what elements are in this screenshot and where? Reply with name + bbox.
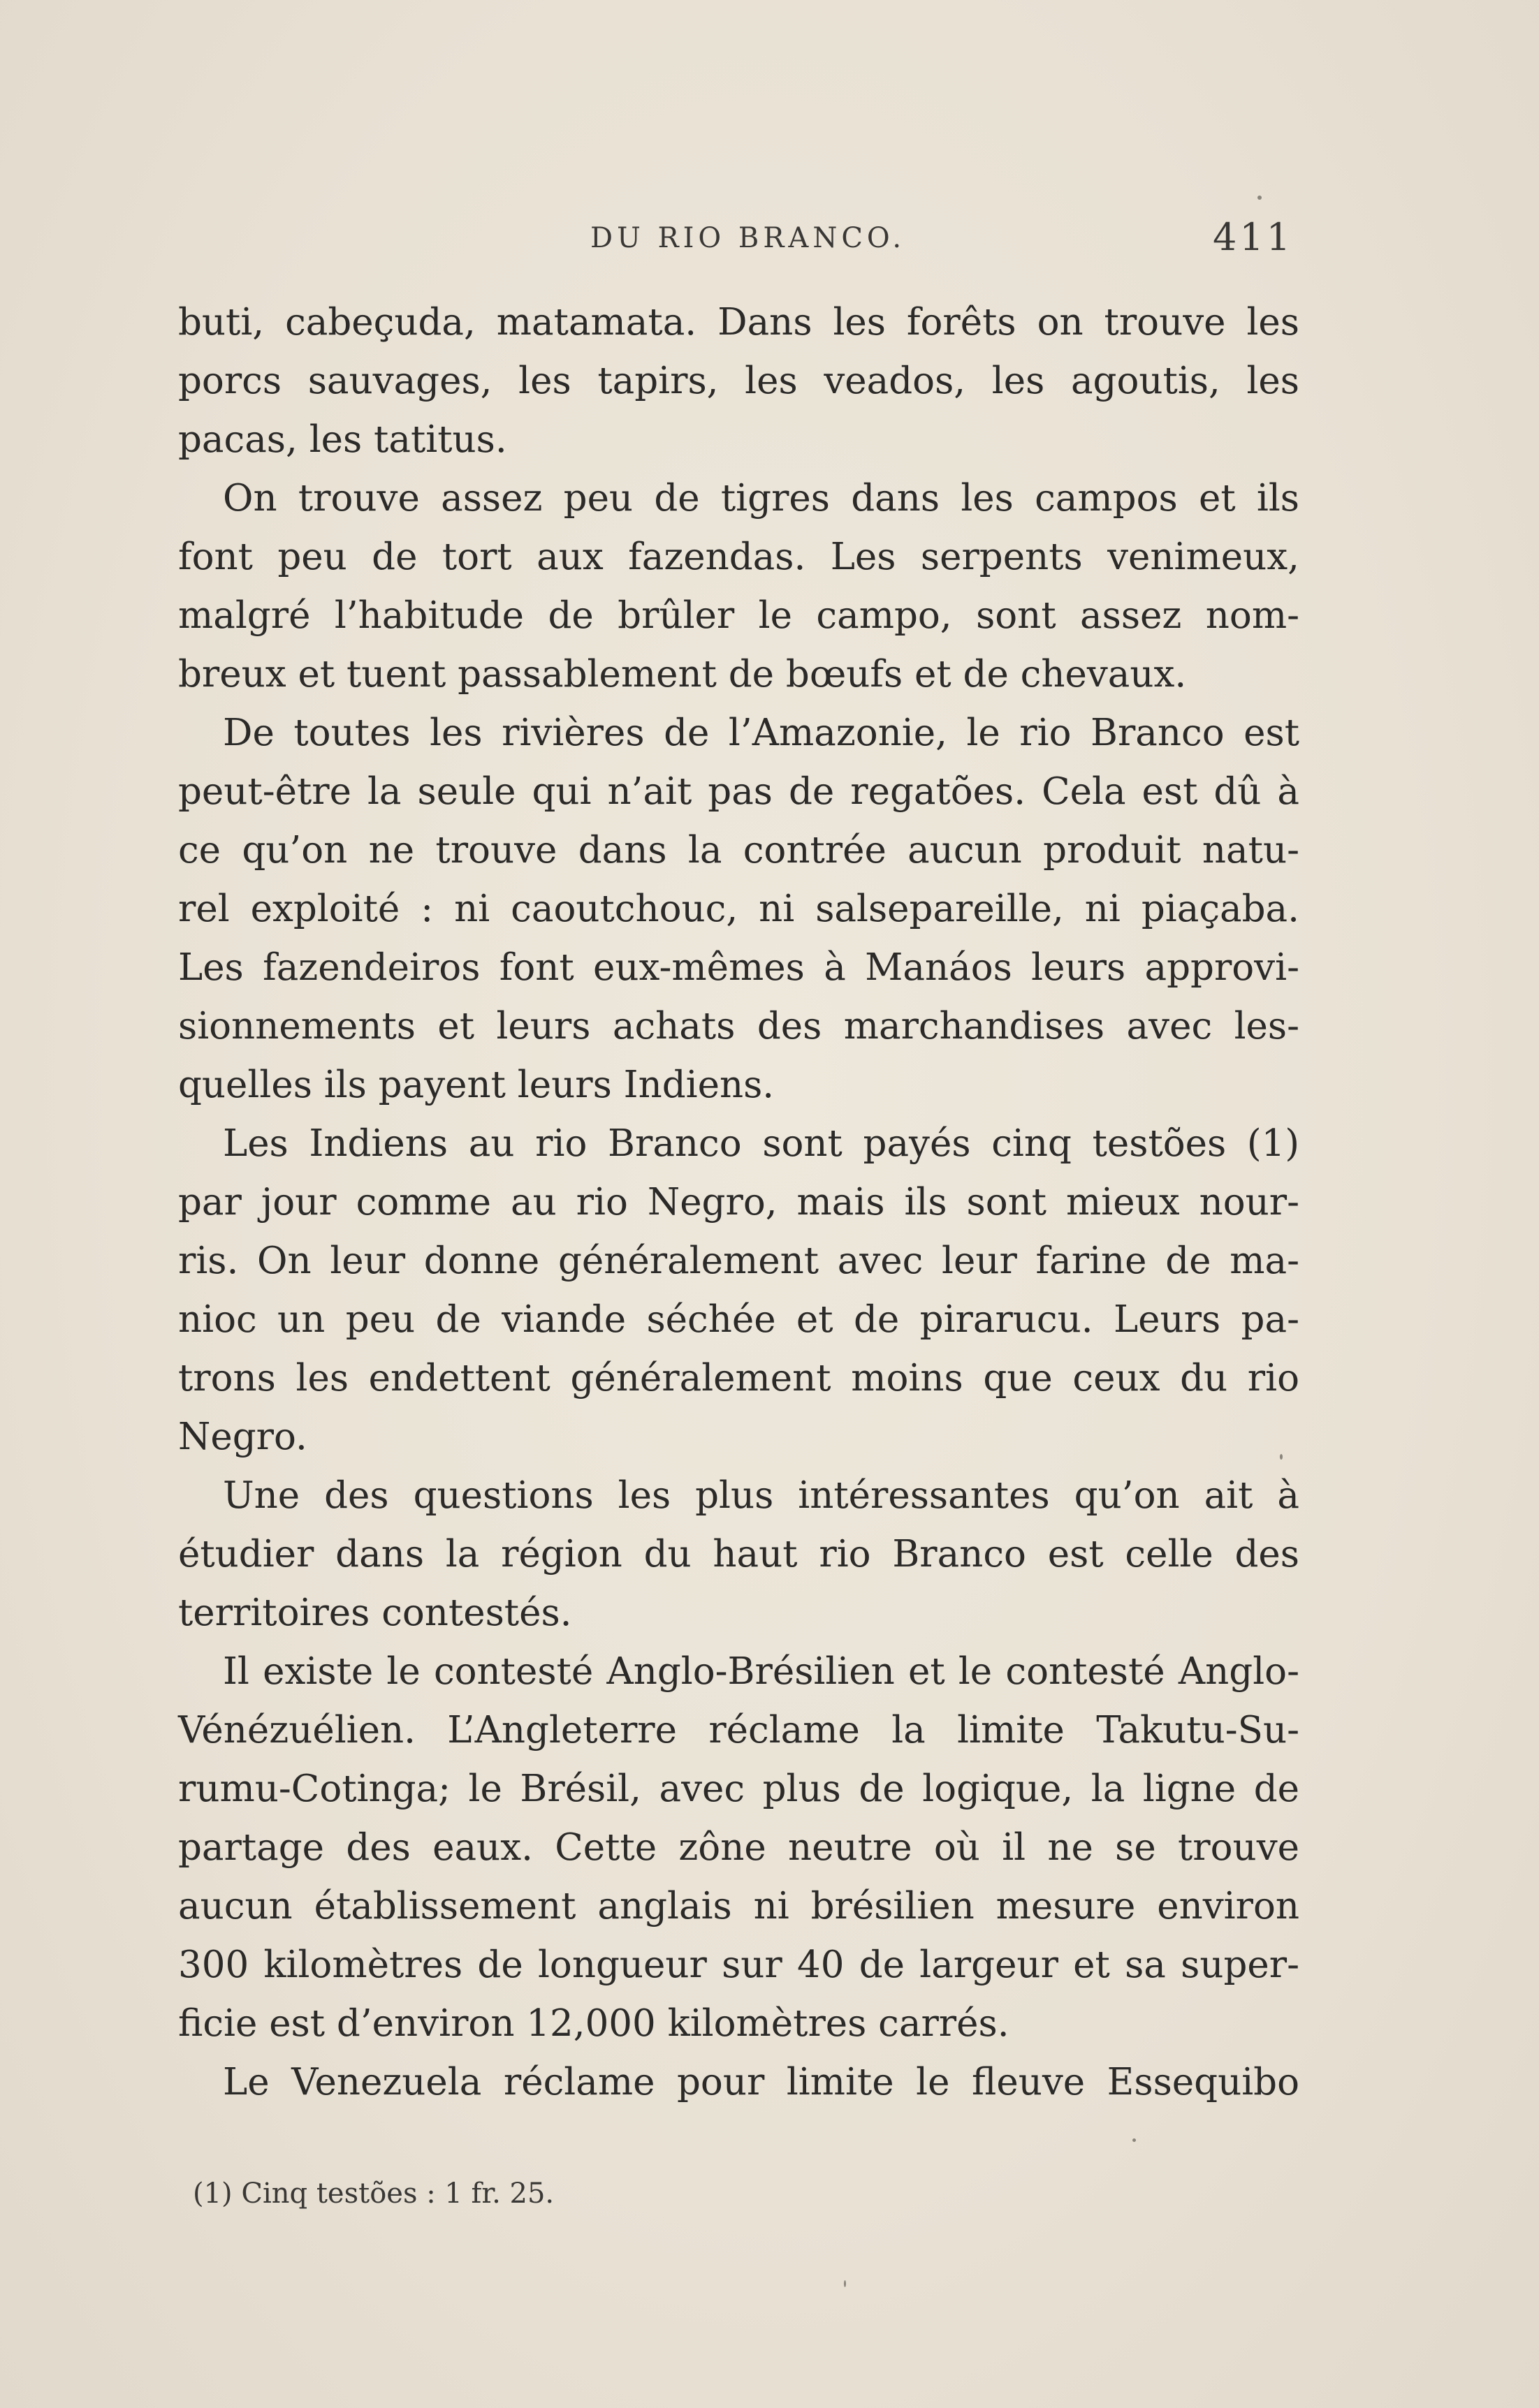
text-line: trons les endettent généralement moins que ceux du rio bbox=[178, 1357, 1299, 1400]
text-line: étudier dans la région du haut rio Branco est celle des bbox=[178, 1533, 1299, 1576]
text-line: partage des eaux. Cette zône neutre où il ne se trouve bbox=[178, 1826, 1299, 1869]
text-line: ficie est d’environ 12,000 kilomètres carrés. bbox=[178, 2002, 1009, 2045]
text-line: peut-être la seule qui n’ait pas de regatões. Cela est dû à bbox=[178, 770, 1299, 813]
text-line: territoires contestés. bbox=[178, 1592, 572, 1634]
scan-speck bbox=[1132, 2138, 1136, 2142]
text-line: On trouve assez peu de tigres dans les campos et ils bbox=[223, 477, 1299, 520]
text-line: pacas, les tatitus. bbox=[178, 418, 507, 461]
text-line: 300 kilomètres de longueur sur 40 de largeur et sa super- bbox=[178, 1944, 1299, 1986]
text-line: ris. On leur donne généralement avec leur farine de ma- bbox=[178, 1240, 1299, 1282]
body-text bbox=[178, 293, 1299, 2112]
text-line: nioc un peu de viande séchée et de pirarucu. Leurs pa- bbox=[178, 1298, 1299, 1341]
scan-speck bbox=[1280, 1454, 1283, 1460]
scan-speck bbox=[1257, 196, 1262, 200]
text-line: Vénézuélien. L’Angleterre réclame la limite Takutu-Su- bbox=[178, 1709, 1299, 1752]
text-line: sionnements et leurs achats des marchandises avec les- bbox=[178, 1005, 1299, 1048]
scan-speck bbox=[844, 2280, 846, 2287]
text-line: Negro. bbox=[178, 1416, 307, 1458]
text-line: Le Venezuela réclame pour limite le fleuve Essequibo bbox=[223, 2061, 1299, 2104]
text-line: rel exploité : ni caoutchouc, ni salsepareille, ni piaçaba. bbox=[178, 888, 1299, 930]
text-line: De toutes les rivières de l’Amazonie, le rio Branco est bbox=[223, 712, 1299, 754]
footnote: (1) Cinq testões : 1 fr. 25. bbox=[193, 2178, 555, 2210]
text-line: porcs sauvages, les tapirs, les veados, les agoutis, les bbox=[178, 360, 1299, 402]
running-head bbox=[0, 215, 1539, 264]
text-line: malgré l’habitude de brûler le campo, sont assez nom- bbox=[178, 594, 1299, 637]
text-line: Il existe le contesté Anglo-Brésilien et le contesté Anglo- bbox=[223, 1650, 1299, 1693]
text-line: quelles ils payent leurs Indiens. bbox=[178, 1064, 775, 1106]
text-line: par jour comme au rio Negro, mais ils sont mieux nour- bbox=[178, 1181, 1299, 1224]
text-line: ce qu’on ne trouve dans la contrée aucun produit natu- bbox=[178, 829, 1299, 872]
text-line: font peu de tort aux fazendas. Les serpents venimeux, bbox=[178, 536, 1299, 578]
text-line: Les fazendeiros font eux-mêmes à Manáos leurs approvi- bbox=[178, 946, 1299, 989]
text-line: rumu-Cotinga; le Brésil, avec plus de logique, la ligne de bbox=[178, 1768, 1299, 1810]
text-line: Les Indiens au rio Branco sont payés cinq testões (1) bbox=[223, 1122, 1299, 1165]
text-line: Une des questions les plus intéressantes qu’on ait à bbox=[223, 1474, 1299, 1517]
page-number: 411 bbox=[1213, 215, 1294, 259]
text-line: buti, cabeçuda, matamata. Dans les forêts on trouve les bbox=[178, 301, 1299, 344]
running-title: DU RIO BRANCO. bbox=[590, 222, 906, 254]
text-line: breux et tuent passablement de bœufs et de chevaux. bbox=[178, 653, 1187, 696]
text-line: aucun établissement anglais ni brésilien mesure environ bbox=[178, 1885, 1299, 1928]
